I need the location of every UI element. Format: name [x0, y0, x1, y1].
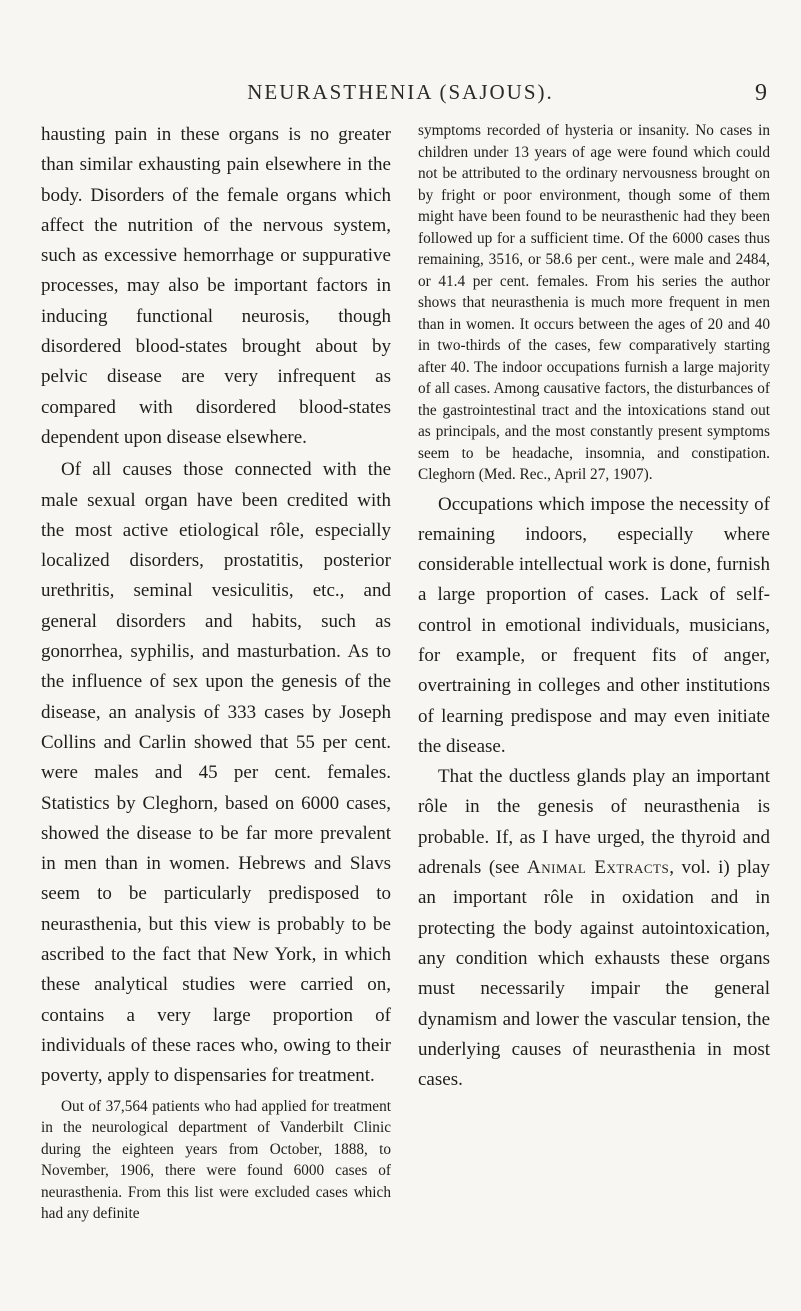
paragraph-ductless-glands — [418, 762, 770, 1095]
paragraph-text-start: That the ductless glands play an important rôle in the genesis of neurasthenia is probable. If, as I have urged, the thyroid and adrenals (see — [418, 766, 770, 879]
cross-reference: Animal Extracts — [527, 857, 670, 879]
page-number: 9 — [755, 80, 767, 106]
paragraph-continued: hausting pain in these organs is no greater than similar exhausting pain elsewhere in the body. Disorders of the female organs which affect the nutrition of the nervous system, such as excessive hemorrhage or suppurative processes, may also be important factors in inducing functional neurosis, though disordered blood-states brought about by pelvic disease are very infrequent as compared with disordered blood-states dependent upon disease elsewhere. — [41, 124, 391, 448]
small-print-paragraph: Out of 37,564 patients who had applied for treatment in the neurological department of Vanderbilt Clinic during the eighteen years from October, 1888, to November, 1906, there were found 6000 cases of neurasthenia. From this list were excluded cases which had any definite — [41, 1097, 391, 1222]
paragraph-text-end: , vol. i) play an important rôle in oxidation and in protecting the body against autointoxication, any condition which exhausts these organs must necessarily impair the general dynamism and lower the vascular tension, the underlying causes of neurasthenia in most cases. — [418, 857, 770, 1091]
small-print-continued: symptoms recorded of hysteria or insanity. No cases in children under 13 years of age were found which could not be attributed to the ordinary nervousness brought on by fright or poor environment, though some of them might have been found to be neurasthenic had they been followed up for a sufficient time. Of the 6000 cases thus remaining, 3516, or 58.6 per cent., were male and 2484, or 41.4 per cent. females. From his series the author shows that neurasthenia is much more frequent in men than in women. It occurs between the ages of 20 and 40 in two-thirds of the cases, few comparatively starting after 40. The indoor occupations furnish a large majority of all cases. Among causative factors, the disturbances of the gastrointestinal tract and the intoxications stand out as principals, and the most constantly present symptoms seem to be headache, insomnia, and constipation. Cleghorn (Med. Rec., April 27, 1907). — [418, 122, 770, 483]
paragraph-occupations: Occupations which impose the necessity of remaining indoors, especially where considerable intellectual work is done, furnish a large proportion of cases. Lack of self-control in emotional individuals, musicians, for example, or frequent fits of anger, overtraining in colleges and other institutions of learning predispose and may even initiate the disease. — [418, 493, 770, 757]
running-title: NEURASTHENIA (SAJOUS). — [247, 80, 554, 104]
left-column — [41, 120, 391, 1225]
right-column — [418, 120, 770, 1095]
paragraph-causes: Of all causes those connected with the male sexual organ have been credited with the most active etiological rôle, especially localized disorders, prostatitis, posterior urethritis, seminal vesiculitis, etc., and general disorders and habits, such as gonorrhea, syphilis, and masturbation. As to the influence of sex upon the genesis of the disease, an analysis of 333 cases by Joseph Collins and Carlin showed that 55 per cent. were males and 45 per cent. females. Statistics by Cleghorn, based on 6000 cases, showed the disease to be far more prevalent in men than in women. Hebrews and Slavs seem to be particularly predisposed to neurasthenia, but this view is probably to be ascribed to the fact that New York, in which these analytical studies were carried on, contains a very large proportion of individuals of these races who, owing to their poverty, apply to dispensaries for treatment. — [41, 459, 391, 1087]
